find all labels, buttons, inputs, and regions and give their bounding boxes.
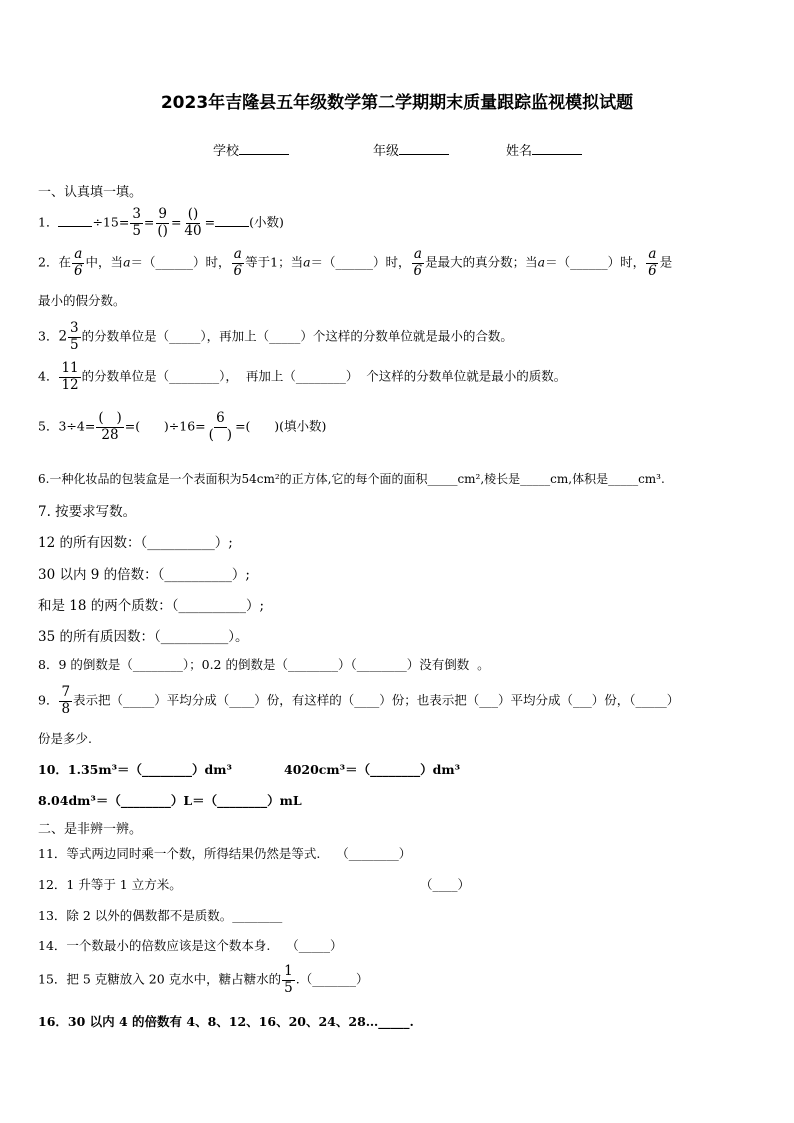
q2-f1-numerator: a [74, 246, 83, 262]
name-blank [532, 142, 582, 155]
q3-whole: 2 [58, 328, 68, 345]
q15-denominator: 5 [284, 979, 293, 996]
question-2 [38, 248, 672, 278]
school-label: 学校 [213, 144, 240, 159]
q3-text: 的分数单位是（_____），再加上（_____）个这样的分数单位就是最小的合数。 [81, 328, 513, 344]
q15-fraction [282, 965, 295, 995]
question-4 [38, 362, 566, 392]
q2-f3-denominator: 6 [413, 262, 423, 279]
q1-f3-denominator: 40 [184, 222, 202, 239]
q5-f2-denominator: ( ) [208, 426, 233, 443]
question-16: 16．30 以内 4 的倍数有 4、8、12、16、20、24、28…_____. [38, 1014, 414, 1029]
q9-number: 9． [38, 692, 59, 708]
q1-blank-b [215, 215, 249, 227]
q9-numerator: 7 [61, 684, 71, 700]
q5-part-a: 3÷4= [58, 418, 96, 434]
question-12-answer: （____） [420, 877, 471, 892]
question-8: 8．9 的倒数是（________）；0.2 的倒数是（________）（________）没有倒数 。 [38, 657, 490, 672]
q5-f1-numerator: ( ) [98, 410, 122, 426]
q2-var-3: a [537, 254, 546, 270]
question-15 [38, 965, 369, 995]
q1-fraction-2 [155, 208, 170, 238]
page-title: 2023年吉隆县五年级数学第二学期期末质量跟踪监视模拟试题 [160, 93, 634, 113]
q2-fraction-2 [232, 248, 245, 278]
q1-eq-2: = [170, 214, 182, 230]
q2-text-6: ＝（______）时， [545, 254, 646, 270]
q1-number: 1． [38, 214, 59, 230]
q1-blank-a [58, 215, 92, 227]
question-10-a: 10．1.35m³＝（________）dm³ [38, 762, 232, 777]
q2-fraction-1 [72, 248, 85, 278]
q4-fraction [59, 362, 80, 392]
q2-var-1: a [123, 254, 131, 270]
question-3 [38, 322, 513, 352]
q2-fraction-3 [412, 248, 425, 278]
q2-line-2: 最小的假分数。 [38, 293, 126, 308]
q2-text-1: 中，当 [85, 254, 124, 270]
q9-text: 表示把（_____）平均分成（____）份，有这样的（____）份；也表示把（___）平均分成（___）份，（_____） [73, 692, 680, 708]
question-10-b: 4020cm³＝（________）dm³ [284, 762, 461, 777]
q9-fraction [59, 686, 72, 716]
q1-eq-1: = [143, 214, 155, 230]
question-7-line-2: 30 以内 9 的倍数：（__________）; [38, 567, 250, 583]
grade-label: 年级 [373, 144, 400, 159]
question-7-line-4: 35 的所有质因数：（__________）。 [38, 629, 249, 645]
q1-eq-3: = [204, 214, 216, 230]
question-7-line-1: 12 的所有因数：（__________）; [38, 535, 233, 551]
q2-f1-denominator: 6 [73, 262, 83, 279]
q5-f1-denominator: 28 [101, 426, 119, 443]
grade-field [373, 140, 449, 159]
q1-f2-numerator: 9 [158, 206, 167, 222]
q2-f4-denominator: 6 [648, 262, 657, 279]
name-field [506, 140, 582, 159]
name-label: 姓名 [506, 144, 533, 159]
q2-text-5: 是最大的真分数；当 [425, 254, 538, 270]
q3-fraction [68, 322, 81, 352]
q5-fraction-1 [96, 412, 123, 442]
q9-line-2: 份是多少. [38, 731, 92, 746]
question-13: 13．除 2 以外的偶数都不是质数。________ [38, 908, 283, 923]
question-10-c: 8.04dm³＝（________）L＝（________）mL [38, 793, 302, 808]
q2-f3-numerator: a [413, 246, 422, 262]
q1-fraction-3 [182, 208, 203, 238]
q1-part-a: ÷15= [92, 214, 130, 230]
q3-denominator: 5 [70, 336, 79, 353]
question-9 [38, 686, 679, 716]
q15-numerator: 1 [284, 963, 293, 979]
q15-text-a: 15．把 5 克糖放入 20 克水中，糖占糖水的 [38, 971, 282, 987]
q1-tail: (小数) [249, 214, 284, 230]
q2-fraction-4 [646, 248, 659, 278]
question-1 [38, 208, 284, 238]
question-5 [38, 412, 326, 442]
q2-text-2: ＝（______）时， [130, 254, 231, 270]
q1-f3-numerator: () [187, 206, 199, 222]
q2-f2-numerator: a [233, 246, 242, 262]
q3-number: 3． [38, 328, 59, 344]
q5-number: 5． [38, 418, 59, 434]
q2-f4-numerator: a [648, 246, 657, 262]
question-11: 11．等式两边同时乘一个数，所得结果仍然是等式. （________） [38, 846, 412, 861]
question-7-heading: 7. 按要求写数。 [38, 504, 137, 520]
q2-text-4: ＝（______）时， [310, 254, 411, 270]
section-2-heading: 二、是非辨一辨。 [38, 822, 143, 837]
q15-text-b: .（_______） [295, 971, 369, 987]
q1-f1-denominator: 5 [132, 222, 141, 239]
q4-numerator: 11 [61, 360, 79, 376]
section-1-heading: 一、认真填一填。 [38, 185, 143, 200]
q1-f2-denominator: () [157, 222, 168, 239]
q5-fraction-2 [207, 412, 234, 442]
q5-part-b: =( )÷16= [124, 418, 206, 434]
q3-numerator: 3 [70, 320, 79, 336]
q9-denominator: 8 [61, 700, 71, 717]
question-6: 6.一种化妆品的包装盒是一个表面积为54cm²的正方体,它的每个面的面积_____cm²,棱长是_____cm,体积是_____cm³. [38, 472, 665, 486]
q1-fraction-1 [130, 208, 143, 238]
q2-text-7: 是 [659, 254, 673, 270]
question-14: 14．一个数最小的倍数应该是这个数本身. （_____） [38, 938, 343, 953]
q2-number: 2．在 [38, 254, 71, 270]
school-field [213, 140, 289, 159]
q5-f2-numerator: 6 [216, 410, 225, 426]
q5-part-c: =( )(填小数) [235, 418, 327, 434]
q1-f1-numerator: 3 [132, 206, 141, 222]
q4-denominator: 12 [61, 376, 79, 393]
school-blank [239, 142, 289, 155]
q2-f2-denominator: 6 [233, 262, 243, 279]
q4-text: 的分数单位是（________）， 再加上（________） 个这样的分数单位就是最小的质数。 [81, 368, 567, 384]
q2-var-2: a [303, 254, 311, 270]
grade-blank [399, 142, 449, 155]
q4-number: 4． [38, 368, 59, 384]
question-12: 12．1 升等于 1 立方米。 [38, 877, 182, 892]
question-7-line-3: 和是 18 的两个质数：（__________）; [38, 598, 265, 614]
q2-text-3: 等于1；当 [245, 254, 304, 270]
